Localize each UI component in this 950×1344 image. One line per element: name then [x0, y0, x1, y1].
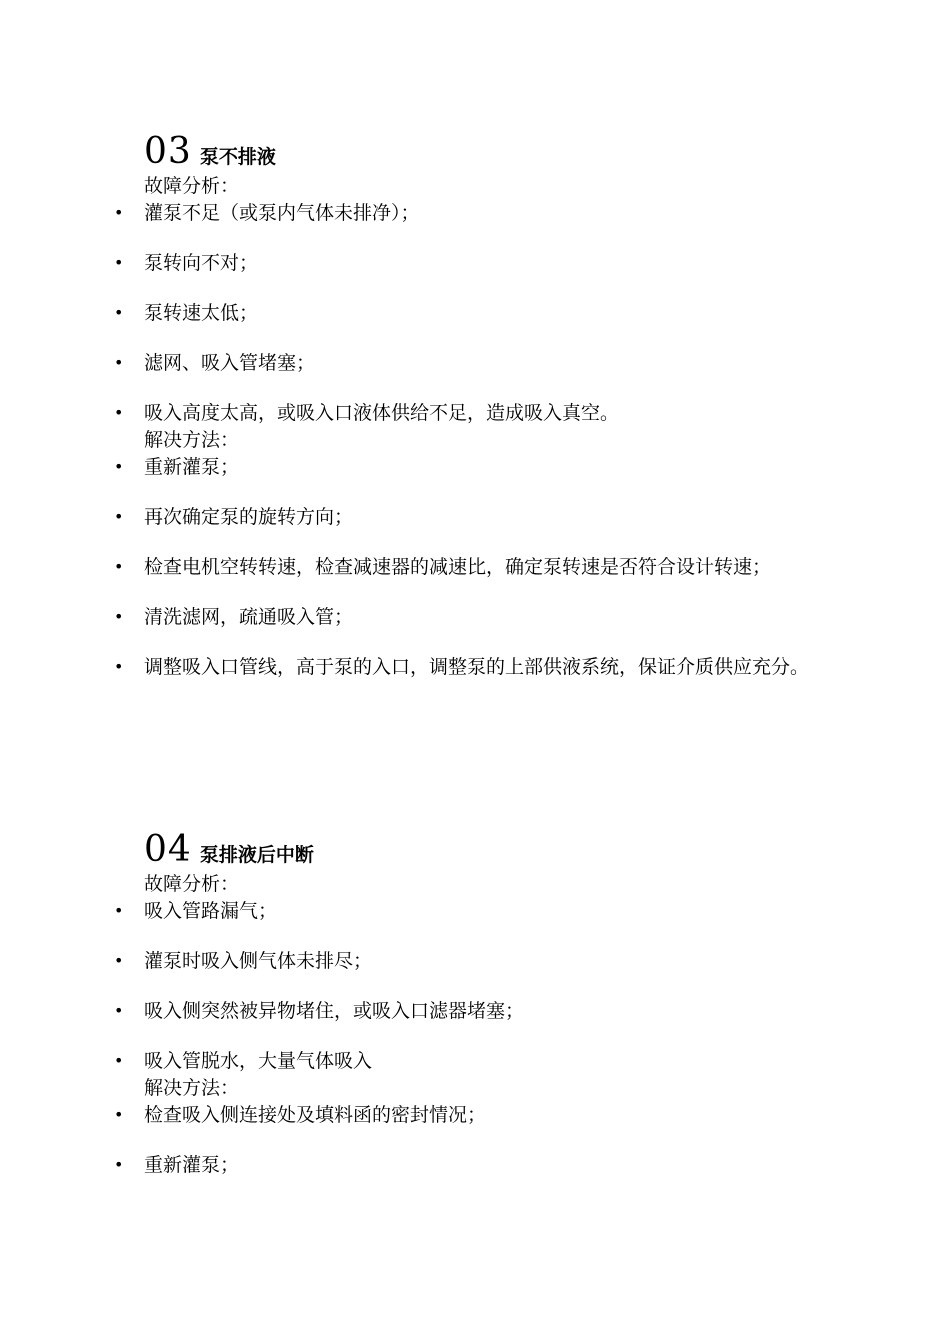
list-item: • 清洗滤网，疏通吸入管；: [144, 592, 834, 642]
section-number: 04: [144, 829, 192, 870]
analysis-list: [144, 886, 834, 1086]
list-item: • 灌泵不足（或泵内气体未排净）；: [144, 188, 834, 238]
section-03: [144, 132, 834, 692]
list-item: • 再次确定泵的旋转方向；: [144, 492, 834, 542]
section-04: [144, 830, 834, 1190]
section-heading: [144, 830, 834, 870]
section-heading: [144, 132, 834, 172]
section-number: 03: [144, 131, 192, 172]
analysis-label: 故障分析：: [144, 873, 240, 895]
list-item: • 重新灌泵；: [144, 442, 834, 492]
list-item: • 重新灌泵；: [144, 1140, 834, 1190]
list-item: • 检查吸入侧连接处及填料函的密封情况；: [144, 1090, 834, 1140]
solution-label: 解决方法：: [144, 429, 240, 451]
list-item: • 泵转向不对；: [144, 238, 834, 288]
analysis-list: [144, 188, 834, 438]
section-title: 泵排液后中断: [199, 844, 314, 866]
list-item: • 吸入高度太高，或吸入口液体供给不足，造成吸入真空。: [144, 388, 834, 438]
solution-list: [144, 1090, 834, 1190]
list-item: • 检查电机空转转速，检查减速器的减速比，确定泵转速是否符合设计转速；: [144, 542, 834, 592]
list-item: • 吸入管路漏气；: [144, 886, 834, 936]
analysis-label: 故障分析：: [144, 175, 240, 197]
list-item: • 吸入管脱水，大量气体吸入: [144, 1036, 834, 1086]
list-item: • 泵转速太低；: [144, 288, 834, 338]
list-item: • 吸入侧突然被异物堵住，或吸入口滤器堵塞；: [144, 986, 834, 1036]
solution-list: [144, 442, 834, 692]
solution-label: 解决方法：: [144, 1077, 240, 1099]
section-title: 泵不排液: [199, 146, 276, 168]
list-item: • 灌泵时吸入侧气体未排尽；: [144, 936, 834, 986]
list-item: • 滤网、吸入管堵塞；: [144, 338, 834, 388]
list-item: • 调整吸入口管线，高于泵的入口，调整泵的上部供液系统，保证介质供应充分。: [144, 642, 834, 692]
